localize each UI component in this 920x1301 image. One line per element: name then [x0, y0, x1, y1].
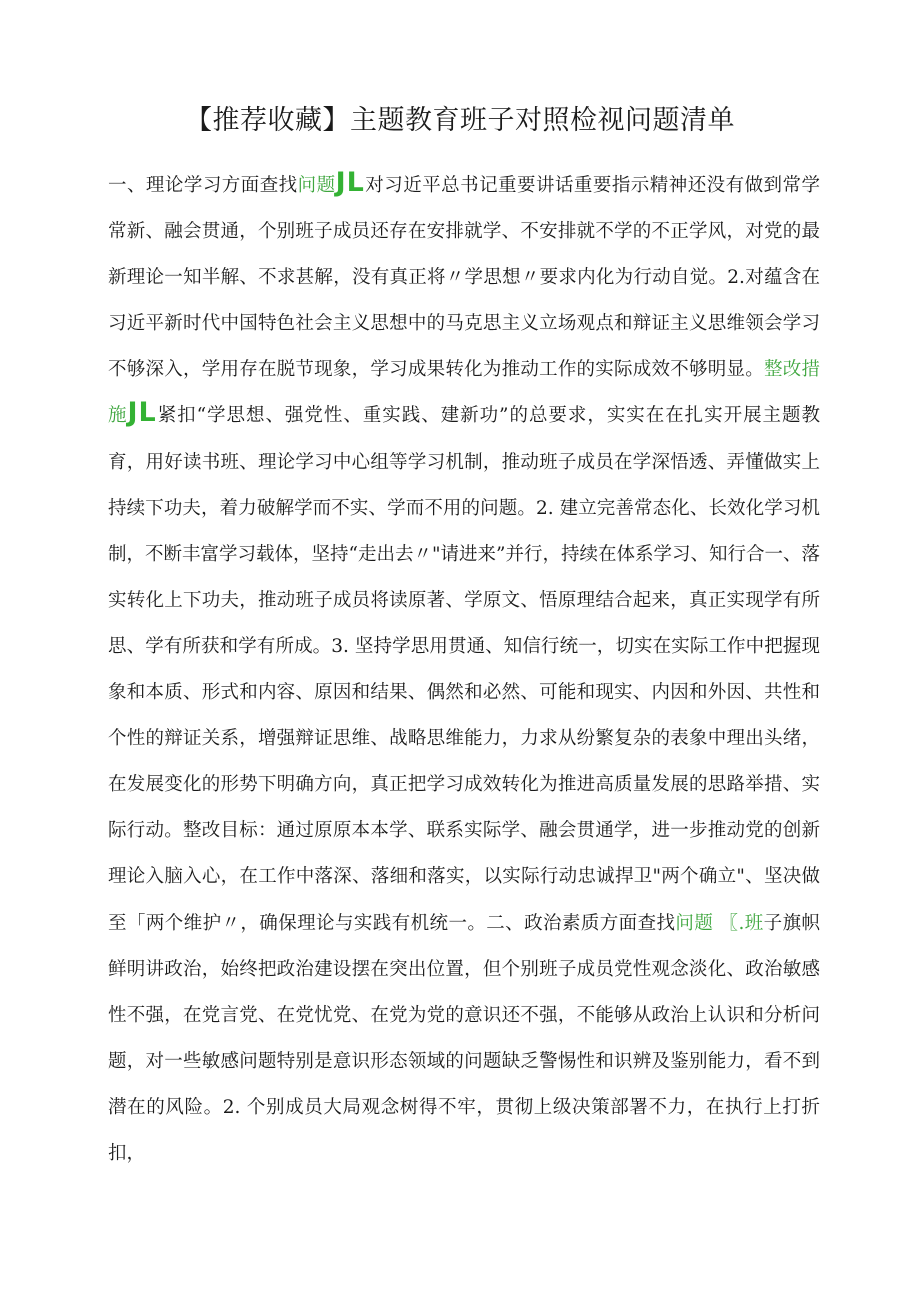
text-segment-1: 一、理论学习方面查找: [108, 175, 298, 196]
marker-jl-2: JL: [127, 397, 157, 429]
highlight-problem-2: 问题 〖.班: [675, 912, 764, 934]
document-title: 【推荐收藏】主题教育班子对照检视问题清单: [185, 105, 735, 136]
text-segment-4: 子旗帜鲜明讲政治，始终把政治建设摆在突出位置，但个别班子成员党性观念淡化、政治敏感性不强，在党言党、在党忧党、在党为党的意识还不强，不能够从政治上认识和分析问题，对一些敏感问题特别是意识形态领域的问题缺乏警惕性和识辨及鉴别能力，看不到潜在的风险。2. 个别成员大局观念树得不牢，贯彻上级决策部署不力，在执行上打折扣，: [108, 912, 820, 1164]
body-paragraph: [108, 163, 820, 1177]
marker-jl-1: JL: [335, 167, 365, 198]
text-segment-3: 紧扣“学思想、强党性、重实践、建新功”的总要求，实实在在扎实开展主题教育，用好读书班、理论学习中心组等学习机制，推动班子成员在学深悟透、弄懂做实上持续下功夫，着力破解学而不实、学而不用的问题。2. 建立完善常态化、长效化学习机制，不断丰富学习载体，坚持“走出去〃"请进来”并行，持续在体系学习、知行合一、落实转化上下功夫，推动班子成员将读原著、学原文、悟原理结合起来，真正实现学有所思、学有所获和学有所成。3. 坚持学思用贯通、知信行统一，切实在实际工作中把握现象和本质、形式和内容、原因和结果、偶然和必然、可能和现实、内因和外因、共性和个性的辩证关系，增强辩证思维、战略思维能力，力求从纷繁复杂的表象中理出头绪，在发展变化的形势下明确方向，真正把学习成效转化为推进高质量发展的思路举措、实际行动。整改目标：通过原原本本学、联系实际学、融会贯通学，进一步推动党的创新理论入脑入心，在工作中落深、落细和落实，以实际行动忠诚捍卫"两个确立"、坚决做至「两个维护〃，确保理论与实践有机统一。二、政治素质方面查找: [108, 405, 820, 934]
highlight-problem-1: 问题: [297, 175, 336, 196]
text-segment-2: 对习近平总书记重要讲话重要指示精神还没有做到常学常新、融会贯通，个别班子成员还存在安排就学、不安排就不学的不正学风，对党的最新理论一知半解、不求甚解，没有真正将〃学思想〃要求内化为行动自觉。2.对蕴含在习近平新时代中国特色社会主义思想中的马克思主义立场观点和辩证主义思维领会学习不够深入，学用存在脱节现象，学习成果转化为推动工作的实际成效不够明显。: [108, 175, 820, 381]
highlight-rectification-measures: 整改措施: [108, 359, 820, 427]
